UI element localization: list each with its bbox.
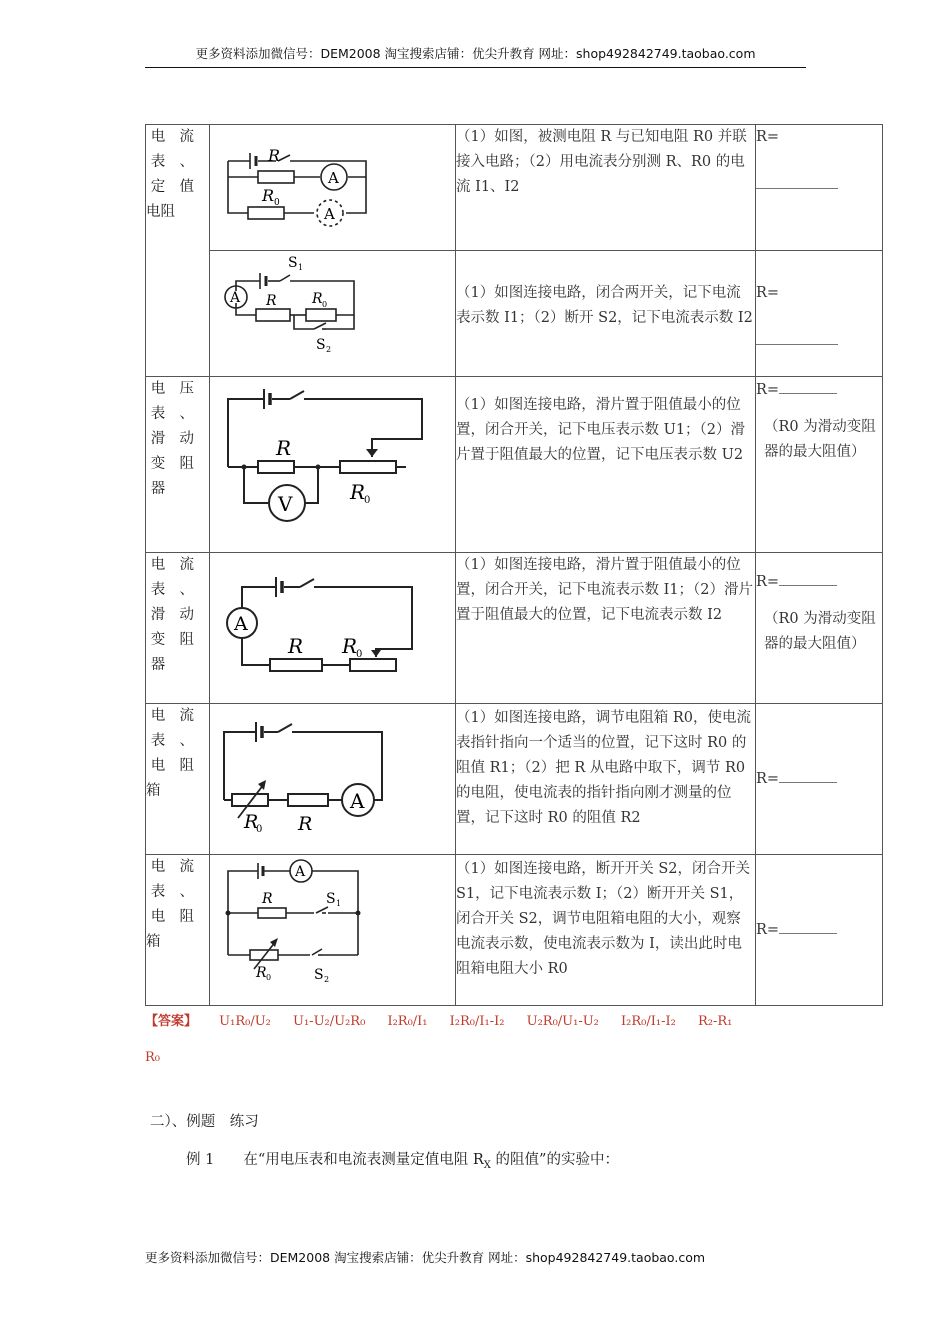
category-cell: 电 压表 、滑 动变 阻器: [146, 377, 210, 553]
method-description: （1）如图连接电路，滑片置于阻值最小的位置，闭合开关，记下电压表示数 U1；（2）滑片置于阻值最大的位置，记下电压表示数 U2: [456, 377, 756, 553]
circuit-figure: [210, 855, 456, 1006]
svg-text:R: R: [312, 291, 323, 307]
table-row: [146, 553, 883, 704]
category-cell: 电 流表 、定 值电阻: [146, 125, 210, 377]
svg-text:A: A: [234, 613, 248, 635]
answer-blank[interactable]: [779, 569, 837, 586]
svg-text:R: R: [266, 293, 277, 309]
example-question: 例 1 在“用电压表和电流表测量定值电阻 $R_X$ 的阻值”的实验中：: [186, 1152, 619, 1171]
svg-text:A: A: [324, 205, 335, 223]
category-cell: 电 流表 、滑 动变 阻器: [146, 553, 210, 704]
answer-blank[interactable]: [779, 377, 837, 394]
circuit-figure: [210, 377, 456, 553]
answer-tag: 【答案】: [145, 1014, 198, 1029]
svg-text:0: 0: [356, 649, 363, 660]
answer-cell: R=: [756, 704, 883, 855]
answer-blank[interactable]: [779, 766, 837, 783]
svg-text:R: R: [256, 965, 267, 981]
method-description: （1）如图连接电路，断开开关 S2，闭合开关 S1，记下电流表示数 I；（2）断开开关 S1，闭合开关 S2，调节电阻箱电阻的大小，观察电流表示数，使电流表示数为 I，读出此时电阻箱电阻大小 R0: [456, 855, 756, 1006]
circuit-diagram-resistance-box: [210, 704, 456, 854]
answer-cell: R=: [756, 251, 883, 377]
category-cell: 电 流表 、电 阻箱: [146, 855, 210, 1006]
svg-text:R: R: [350, 480, 366, 504]
answer-cell: R= （R0 为滑动变阻器的最大阻值）: [756, 377, 883, 553]
answer-blank[interactable]: [779, 917, 837, 934]
svg-text:S: S: [314, 967, 324, 983]
svg-text:1: 1: [336, 899, 342, 908]
svg-text:A: A: [350, 789, 365, 813]
svg-text:R: R: [262, 891, 273, 907]
circuit-figure: [210, 251, 456, 377]
svg-text:1: 1: [298, 263, 304, 272]
svg-text:S: S: [288, 255, 298, 271]
method-description: （1）如图，被测电阻 R 与已知电阻 R0 并联接入电路；（2）用电流表分别测 R、R0 的电流 I1、I2: [456, 125, 756, 251]
section-title: 二）、例题 练习: [150, 1114, 259, 1130]
method-description: （1）如图连接电路，调节电阻箱 R0，使电流表指针指向一个适当的位置，记下这时 R0 的阻值 R1；（2）把 R 从电路中取下，调节 R0 的电阻，使电流表的指针指向刚才测量的位置，记下这时 R0 的阻值 R2: [456, 704, 756, 855]
answer-cell: R=: [756, 855, 883, 1006]
circuit-diagram-switch-s2: [210, 251, 456, 376]
svg-text:0: 0: [266, 973, 272, 982]
page-header: 更多资料添加微信号：DEM2008 淘宝搜索店铺：优尖升教育 网址：shop492842749.taobao.com: [145, 44, 806, 68]
circuit-diagram-ammeter-rheostat: [210, 553, 456, 703]
svg-text:A: A: [230, 290, 241, 306]
method-description: （1）如图连接电路，滑片置于阻值最小的位置，闭合开关，记下电流表示数 I1；（2）滑片置于阻值最大的位置，记下电流表示数 I2: [456, 553, 756, 704]
svg-text:2: 2: [326, 345, 332, 354]
answer-blank[interactable]: [756, 172, 838, 189]
table-row: [146, 377, 883, 553]
voltmeter-label: V: [278, 492, 293, 516]
circuit-diagram-voltmeter-rheostat: [210, 377, 456, 552]
label-R: R: [268, 146, 281, 165]
table-row: [146, 855, 883, 1006]
circuit-diagram-double-switch-box: [210, 855, 456, 1005]
svg-text:R: R: [298, 813, 313, 835]
methods-table: [145, 124, 883, 1006]
svg-text:R: R: [244, 811, 259, 833]
svg-text:R: R: [276, 436, 292, 460]
method-description: （1）如图连接电路，闭合两开关，记下电流表示数 I1；（2）断开 S2，记下电流表示数 I2: [456, 251, 756, 377]
circuit-figure: [210, 125, 456, 251]
svg-text:S: S: [316, 337, 326, 353]
svg-text:R: R: [342, 634, 358, 658]
page-footer: 更多资料添加微信号：DEM2008 淘宝搜索店铺：优尖升教育 网址：shop492842749.taobao.com: [145, 1250, 706, 1265]
ammeter-label: A: [328, 169, 339, 187]
svg-text:0: 0: [274, 198, 280, 208]
circuit-figure: [210, 553, 456, 704]
answer-cell: R= （R0 为滑动变阻器的最大阻值）: [756, 553, 883, 704]
category-cell: 电 流表 、电 阻箱: [146, 704, 210, 855]
table-row: [146, 704, 883, 855]
circuit-figure: [210, 704, 456, 855]
answer-blank[interactable]: [756, 328, 838, 345]
circuit-diagram-parallel-ammeter: [210, 125, 456, 250]
table-row: [146, 251, 883, 377]
svg-text:S: S: [326, 891, 336, 907]
svg-text:0: 0: [256, 824, 263, 835]
answer-key: 【答案】 U₁R₀/U₂ U₁-U₂/U₂R₀ I₂R₀/I₁ I₂R₀/I₁-I₂ U₂R₀/U₁-U₂ I₂R₀/I₁-I₂ R₂-R₁ R₀: [145, 1014, 733, 1065]
svg-text:2: 2: [324, 975, 330, 984]
svg-text:A: A: [295, 864, 306, 880]
svg-text:0: 0: [322, 300, 328, 309]
svg-text:R: R: [262, 186, 275, 205]
svg-text:0: 0: [364, 495, 371, 506]
svg-text:R: R: [288, 634, 304, 658]
table-row: [146, 125, 883, 251]
answer-cell: R=: [756, 125, 883, 251]
